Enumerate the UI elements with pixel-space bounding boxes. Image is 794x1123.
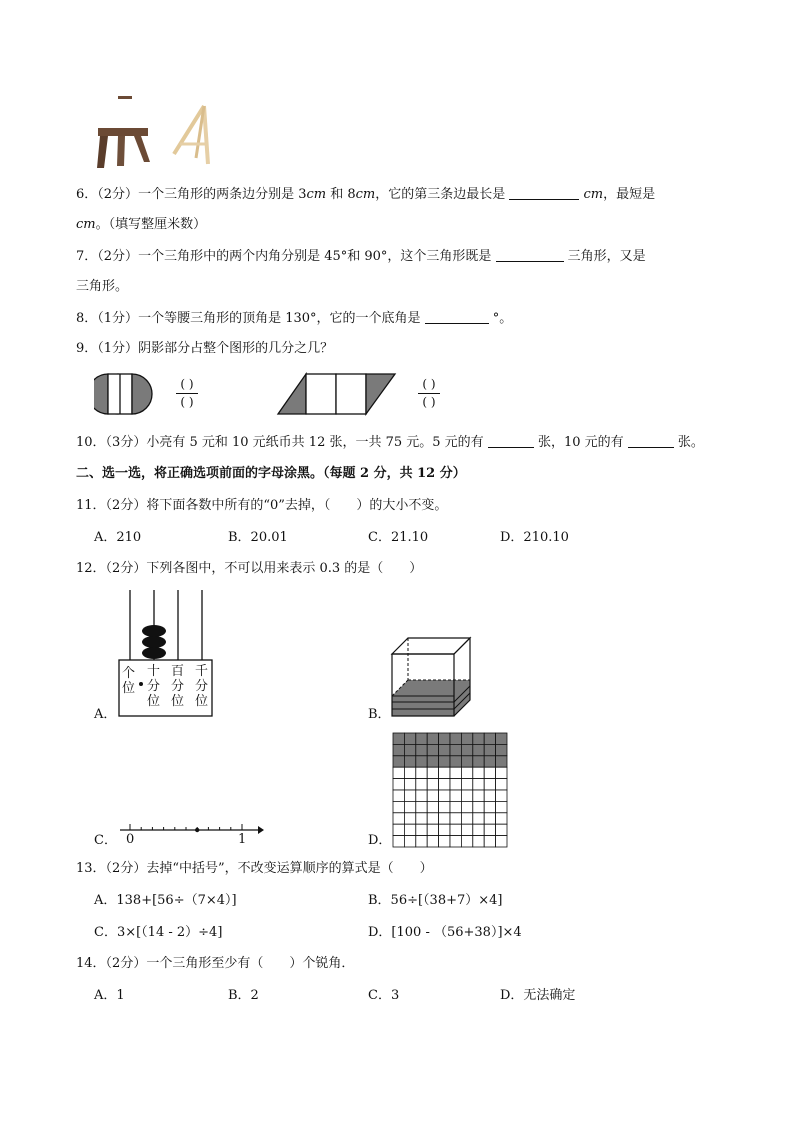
q11-score: （2分） <box>105 498 147 513</box>
question-10 <box>76 434 704 452</box>
grid-cell <box>404 779 415 790</box>
q7-score: （2分） <box>97 249 139 264</box>
q8-score: （1分） <box>97 311 139 326</box>
q13-option-b[interactable]: B．56÷[（38+7）×4] <box>368 893 503 908</box>
grid-cell-shaded <box>450 733 461 744</box>
q6-unit1: cm <box>306 187 327 202</box>
q9-figure-parallelogram <box>276 372 398 420</box>
grid-cell-shaded <box>416 733 427 744</box>
abacus-label-hundredths: 百分位 <box>171 664 185 709</box>
grid-cell <box>496 767 507 778</box>
q13-text: 去掉“中括号”，不改变运算顺序的算式是（ ） <box>146 861 433 876</box>
grid-cell <box>496 836 507 847</box>
grid-cell <box>473 813 484 824</box>
grid-cell-shaded <box>427 744 438 755</box>
q9-figure-semicircles <box>94 372 156 420</box>
q6-value2: 8 <box>347 187 356 202</box>
q10-number: 10． <box>76 435 106 450</box>
q12-abacus-figure <box>118 588 214 718</box>
q7-line2: 三角形。 <box>76 279 129 294</box>
grid-cell <box>473 824 484 835</box>
q12-number: 12． <box>76 561 106 576</box>
grid-cell <box>439 836 450 847</box>
q10-blank-1[interactable] <box>488 434 534 448</box>
q9-text: 阴影部分占整个图形的几分之几？ <box>138 341 334 356</box>
section-2-heading: 二、选一选，将正确选项前面的字母涂黑。（每题 2 分，共 12 分） <box>76 466 466 481</box>
q9-numerator-1: ( ) <box>180 377 194 391</box>
grid-cell <box>427 767 438 778</box>
grid-cell <box>484 836 495 847</box>
grid-cell <box>416 767 427 778</box>
q6-value1: 3 <box>298 187 307 202</box>
q12-number-line-figure <box>116 818 266 848</box>
grid-cell-shaded <box>496 733 507 744</box>
numberline-one-label: 1 <box>238 832 247 847</box>
grid-cell <box>461 824 472 835</box>
q13-number: 13． <box>76 861 106 876</box>
q12-option-c-label[interactable]: C． <box>94 833 117 848</box>
grid-cell <box>484 801 495 812</box>
q9-denominator-1: ( ) <box>180 395 194 409</box>
q14-number: 14． <box>76 956 106 971</box>
grid-cell <box>450 836 461 847</box>
grid-cell <box>393 801 404 812</box>
q6-number: 6． <box>76 187 98 202</box>
q8-text1: 一个等腰三角形的顶角是 130°，它的一个底角是 <box>138 311 425 326</box>
grid-cell <box>450 779 461 790</box>
grid-cell <box>427 824 438 835</box>
grid-cell <box>393 824 404 835</box>
q11-option-b[interactable]: B．20.01 <box>228 530 288 545</box>
question-7 <box>76 248 646 266</box>
grid-cell-shaded <box>439 744 450 755</box>
q6-text1: 一个三角形的两条边分别是 <box>138 187 299 202</box>
grid-cell-shaded <box>450 756 461 767</box>
grid-cell <box>484 779 495 790</box>
q7-number: 7． <box>76 249 98 264</box>
grid-cell-shaded <box>427 756 438 767</box>
grid-cell <box>416 779 427 790</box>
grid-cell <box>450 824 461 835</box>
q11-number: 11． <box>76 498 106 513</box>
q13-option-c[interactable]: C．3×[（14 - 2）÷4] <box>94 925 223 940</box>
grid-cell-shaded <box>393 756 404 767</box>
q10-text1: 小亮有 5 元和 10 元纸币共 12 张，一共 75 元。5 元的有 <box>146 435 488 450</box>
grid-cell-shaded <box>473 733 484 744</box>
question-6-line2 <box>76 216 206 234</box>
grid-cell-shaded <box>439 756 450 767</box>
grid-cell-shaded <box>484 733 495 744</box>
q13-option-a[interactable]: A．138+[56÷（7×4）] <box>94 893 237 908</box>
q8-text2: °。 <box>488 311 513 326</box>
q9-number: 9． <box>76 341 98 356</box>
grid-cell <box>427 779 438 790</box>
grid-cell-shaded <box>393 744 404 755</box>
grid-cell <box>393 790 404 801</box>
q6-mid: 和 <box>326 187 348 202</box>
question-14 <box>76 955 354 973</box>
grid-cell <box>393 779 404 790</box>
grid-cell <box>416 836 427 847</box>
grid-cell <box>484 824 495 835</box>
q7-answer-blank[interactable] <box>496 248 564 262</box>
grid-cell-shaded <box>461 733 472 744</box>
grid-cell <box>461 767 472 778</box>
grid-cell-shaded <box>416 756 427 767</box>
q12-option-a-label[interactable]: A． <box>94 707 117 722</box>
grid-cell-shaded <box>461 744 472 755</box>
q10-blank-2[interactable] <box>628 434 674 448</box>
grid-cell <box>473 767 484 778</box>
q12-option-d-label[interactable]: D． <box>368 833 392 848</box>
q14-option-a[interactable]: A．1 <box>94 988 125 1003</box>
grid-cell <box>404 813 415 824</box>
grid-cell-shaded <box>427 733 438 744</box>
grid-cell <box>496 790 507 801</box>
q6-answer-blank[interactable] <box>509 186 579 200</box>
grid-cell <box>439 824 450 835</box>
grid-cell <box>450 767 461 778</box>
question-13 <box>76 860 433 878</box>
grid-cell-shaded <box>484 744 495 755</box>
grid-cell <box>416 790 427 801</box>
grid-cell <box>461 836 472 847</box>
q13-option-d[interactable]: D．[100 - （56+38）]×4 <box>368 925 522 940</box>
numberline-zero-label: 0 <box>126 832 135 847</box>
grid-cell <box>439 813 450 824</box>
grid-cell <box>393 836 404 847</box>
grid-cell <box>427 790 438 801</box>
question-7-line2 <box>76 278 128 296</box>
grid-cell <box>484 813 495 824</box>
question-6 <box>76 186 655 204</box>
grid-cell <box>404 836 415 847</box>
q12-grid-figure <box>392 732 508 852</box>
q11-option-d[interactable]: D．210.10 <box>500 530 569 545</box>
q6-text3: ，最短是 <box>603 187 656 202</box>
q9-fraction-answer-2[interactable] <box>416 377 442 410</box>
q9-score: （1分） <box>97 341 139 356</box>
q6-line2-unit: cm <box>76 217 96 232</box>
q12-cube-figure <box>390 636 474 724</box>
grid-cell <box>484 790 495 801</box>
question-9 <box>76 340 333 358</box>
q10-text2: 张，10 元的有 <box>533 435 628 450</box>
grid-cell <box>473 790 484 801</box>
grid-cell <box>473 836 484 847</box>
grid-cell-shaded <box>461 756 472 767</box>
grid-cell-shaded <box>439 733 450 744</box>
question-11 <box>76 497 447 515</box>
grid-cell <box>461 813 472 824</box>
grid-cell <box>439 767 450 778</box>
q11-option-c[interactable]: C．21.10 <box>368 530 429 545</box>
q11-text: 将下面各数中所有的“0”去掉，（ ）的大小不变。 <box>146 498 448 513</box>
grid-cell <box>461 801 472 812</box>
q6-score: （2分） <box>97 187 139 202</box>
q14-option-c[interactable]: C．3 <box>368 988 400 1003</box>
q13-score: （2分） <box>105 861 147 876</box>
q9-denominator-2: ( ) <box>422 395 436 409</box>
grid-cell <box>461 790 472 801</box>
question-8 <box>76 310 512 328</box>
grid-cell-shaded <box>496 744 507 755</box>
q14-option-d[interactable]: D．无法确定 <box>500 988 576 1003</box>
grid-cell-shaded <box>393 733 404 744</box>
q9-fraction-answer-1[interactable] <box>174 377 200 410</box>
q7-text1: 一个三角形中的两个内角分别是 45°和 90°，这个三角形既是 <box>138 249 496 264</box>
stool-easel-illustration <box>88 92 228 172</box>
grid-cell-shaded <box>473 744 484 755</box>
grid-cell <box>496 779 507 790</box>
grid-cell <box>416 824 427 835</box>
grid-cell <box>427 836 438 847</box>
grid-cell-shaded <box>404 756 415 767</box>
grid-cell-shaded <box>473 756 484 767</box>
grid-cell <box>496 824 507 835</box>
q14-option-b[interactable]: B．2 <box>228 988 259 1003</box>
grid-cell <box>450 801 461 812</box>
grid-cell-shaded <box>450 744 461 755</box>
q12-score: （2分） <box>105 561 147 576</box>
q10-text3: 张。 <box>673 435 704 450</box>
grid-cell <box>404 767 415 778</box>
grid-cell <box>416 813 427 824</box>
grid-cell-shaded <box>484 756 495 767</box>
q11-option-a[interactable]: A．210 <box>94 530 142 545</box>
grid-cell <box>427 813 438 824</box>
q12-text: 下列各图中，不可以用来表示 0.3 的是（ ） <box>146 561 423 576</box>
grid-cell <box>404 824 415 835</box>
grid-cell-shaded <box>404 733 415 744</box>
q9-numerator-2: ( ) <box>422 377 436 391</box>
grid-cell <box>450 813 461 824</box>
grid-cell <box>404 790 415 801</box>
grid-cell-shaded <box>416 744 427 755</box>
abacus-label-ones: 个位 <box>122 666 136 696</box>
grid-cell <box>393 813 404 824</box>
q14-text: 一个三角形至少有（ ）个锐角． <box>146 956 355 971</box>
grid-cell <box>496 801 507 812</box>
q12-option-b-label[interactable]: B． <box>368 707 391 722</box>
grid-cell <box>404 801 415 812</box>
grid-cell <box>439 790 450 801</box>
grid-cell <box>416 801 427 812</box>
q6-unit2: cm <box>355 187 376 202</box>
grid-cell <box>427 801 438 812</box>
q8-answer-blank[interactable] <box>425 310 489 324</box>
q8-number: 8． <box>76 311 98 326</box>
grid-cell <box>496 813 507 824</box>
q7-text2: 三角形，又是 <box>563 249 646 264</box>
grid-cell-shaded <box>496 756 507 767</box>
grid-cell-shaded <box>404 744 415 755</box>
q6-line2-text: 。（填写整厘米数） <box>95 217 207 232</box>
grid-cell <box>450 790 461 801</box>
q14-score: （2分） <box>105 956 147 971</box>
q6-unit: cm <box>583 187 604 202</box>
grid-cell <box>393 767 404 778</box>
question-12 <box>76 560 422 578</box>
abacus-label-thousandths: 千分位 <box>195 664 209 709</box>
grid-cell <box>473 779 484 790</box>
grid-cell <box>473 801 484 812</box>
grid-cell <box>439 801 450 812</box>
grid-cell <box>461 779 472 790</box>
q6-text2: ，它的第三条边最长是 <box>375 187 510 202</box>
grid-cell <box>484 767 495 778</box>
grid-cell <box>439 779 450 790</box>
abacus-label-tenths: 十分位 <box>147 664 161 709</box>
q10-score: （3分） <box>105 435 147 450</box>
